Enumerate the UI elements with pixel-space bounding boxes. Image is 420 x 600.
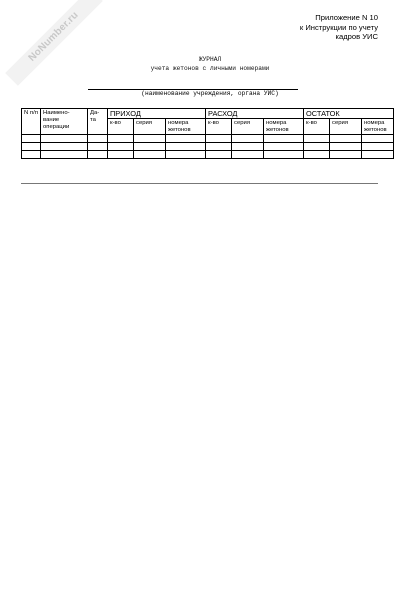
appendix-line-1: Приложение N 10 [315,13,378,22]
journal-subtitle: учета жетонов с личными номерами [150,65,270,72]
income-qty: к-во [108,119,134,135]
income-series: серия [134,119,166,135]
bottom-divider [21,183,378,184]
balance-series: серия [330,119,362,135]
header-num: N п/п [22,109,41,135]
table-row [22,151,394,159]
header-date: Да- та [88,109,108,135]
journal-table [21,108,394,159]
header-operation: Наимено- вание операции [41,109,88,135]
income-numbers: номера жетонов [166,119,206,135]
header-income: ПРИХОД [108,109,206,119]
table-header-row [22,109,394,119]
balance-numbers: номера жетонов [362,119,394,135]
organization-caption: (наименование учреждения, органа УИС) [141,90,279,97]
expense-series: серия [232,119,264,135]
header-expense: РАСХОД [206,109,304,119]
appendix-line-3: кадров УИС [335,32,378,42]
expense-numbers: номера жетонов [264,119,304,135]
header-balance: ОСТАТОК [304,109,394,119]
balance-qty: к-во [304,119,330,135]
table-row [22,143,394,151]
watermark: NoNumber.ru [5,0,103,86]
appendix-line-2: к Инструкции по учету [299,22,378,32]
table-row [22,135,394,143]
journal-title: ЖУРНАЛ [198,56,222,63]
appendix-note [218,13,378,42]
expense-qty: к-во [206,119,232,135]
